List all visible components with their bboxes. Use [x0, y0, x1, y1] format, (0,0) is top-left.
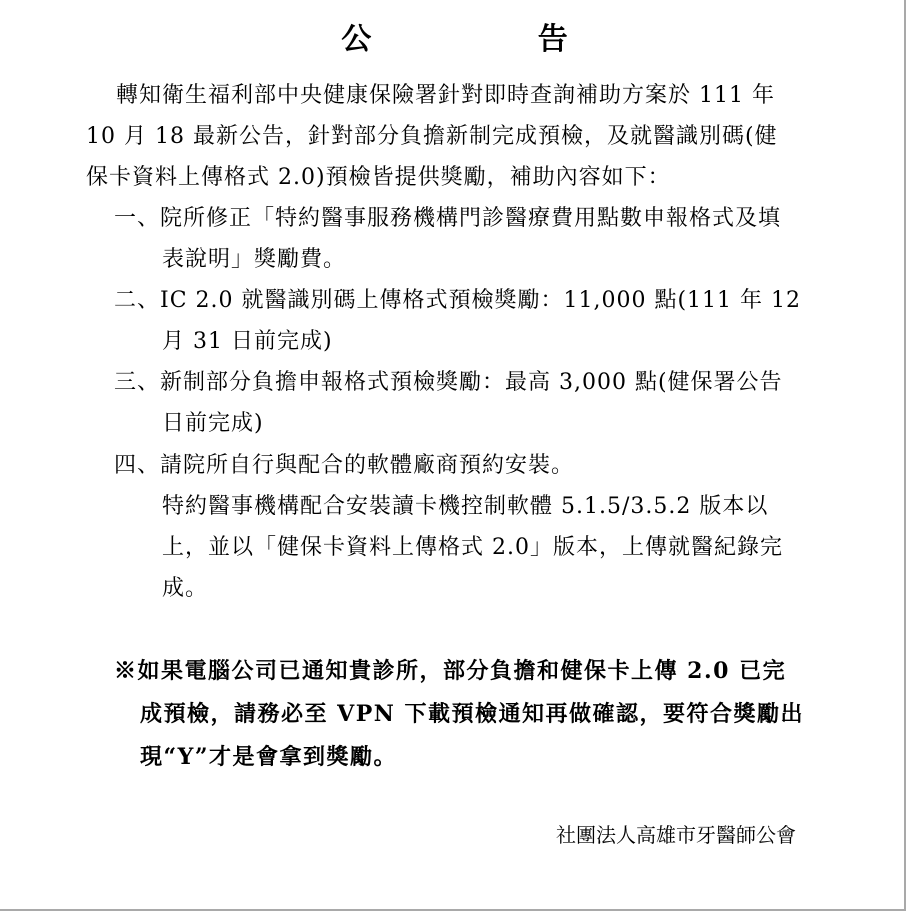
item-4-line-4: 成。 — [162, 576, 209, 601]
item-4-line-1: 四、請院所自行與配合的軟體廠商預約安裝。 — [114, 453, 575, 478]
item-3-line-2: 日前完成) — [162, 411, 264, 436]
item-2-line-1: 二、IC 2.0 就醫識別碼上傳格式預檢獎勵：11,000 點(111 年 12 — [114, 288, 802, 313]
note-line-3: 現“Y”才是會拿到獎勵。 — [140, 744, 398, 770]
intro-line-3: 保卡資料上傳格式 2.0)預檢皆提供獎勵，補助內容如下： — [86, 165, 671, 190]
intro-line-2: 10 月 18 最新公告，針對部分負擔新制完成預檢，及就醫識別碼(健 — [86, 124, 778, 149]
intro-line-1: 轉知衛生福利部中央健康保險署針對即時查詢補助方案於 111 年 — [116, 83, 775, 108]
note-line-1: ※如果電腦公司已通知貴診所，部分負擔和健保卡上傳 2.0 已完 — [114, 658, 787, 684]
signature: 社團法人高雄市牙醫師公會 — [556, 823, 796, 847]
item-2-line-2: 月 31 日前完成) — [162, 329, 333, 354]
item-3-line-1: 三、新制部分負擔申報格式預檢獎勵：最高 3,000 點(健保署公告 — [114, 370, 783, 395]
note-line-2: 成預檢，請務必至 VPN 下載預檢通知再做確認，要符合獎勵出 — [140, 701, 805, 727]
notice-title: 公 告 — [341, 22, 646, 57]
item-4-line-2: 特約醫事機構配合安裝讀卡機控制軟體 5.1.5/3.5.2 版本以 — [162, 494, 769, 519]
item-1-line-2: 表說明」獎勵費。 — [162, 247, 347, 272]
item-1-line-1: 一、院所修正「特約醫事服務機構門診醫療費用點數申報格式及填 — [114, 206, 782, 231]
item-4-line-3: 上，並以「健保卡資料上傳格式 2.0」版本，上傳就醫紀錄完 — [162, 535, 783, 560]
